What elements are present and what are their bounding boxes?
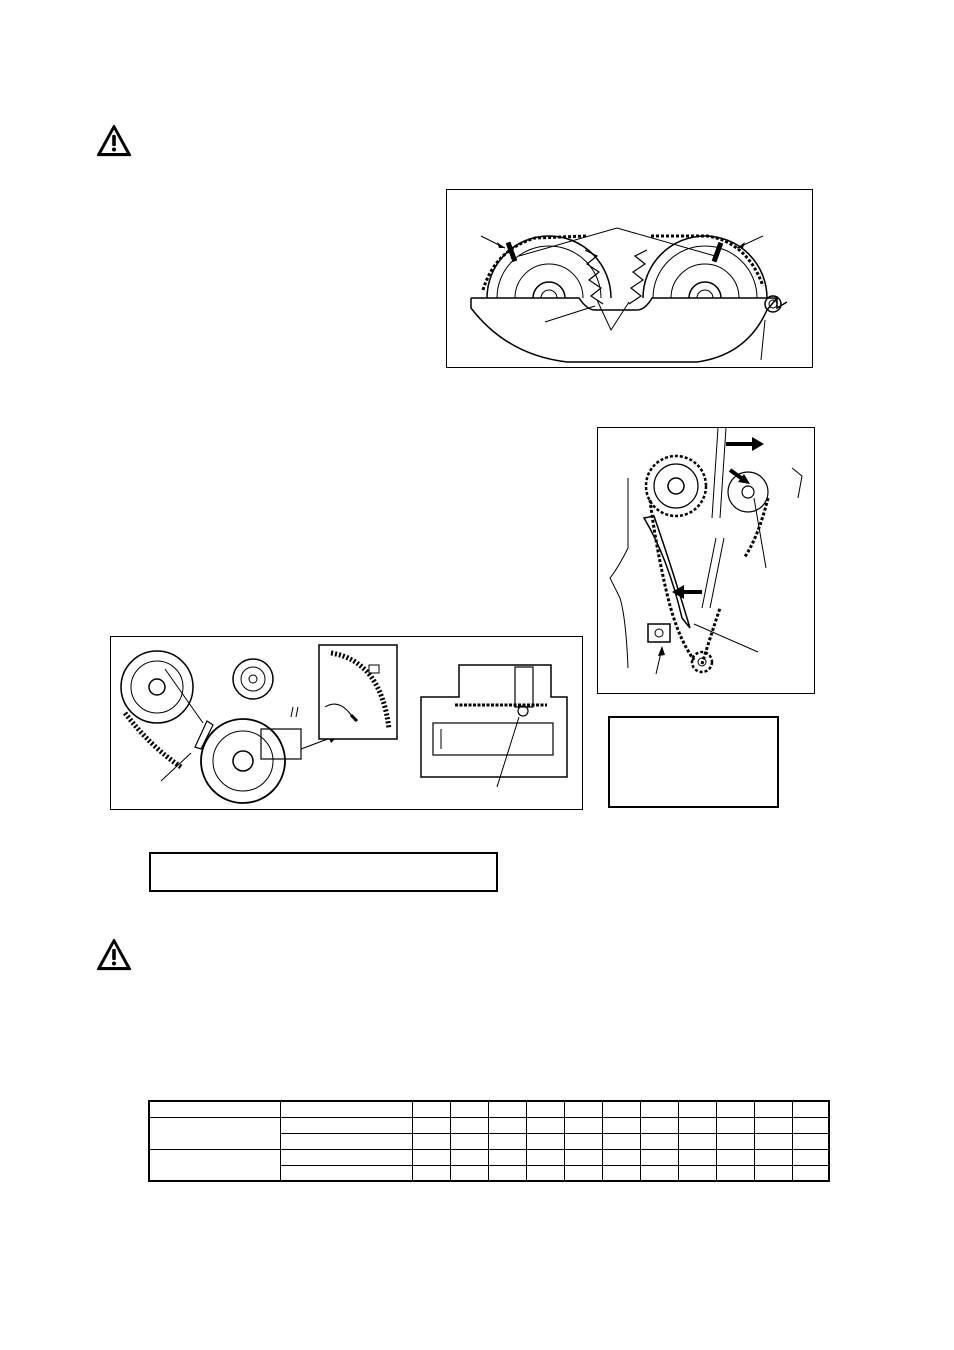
note-box bbox=[608, 716, 779, 808]
table-cell bbox=[564, 1133, 602, 1149]
table-cell bbox=[640, 1101, 678, 1117]
table-cell bbox=[280, 1149, 412, 1165]
table-cell bbox=[412, 1133, 450, 1149]
table-cell bbox=[754, 1101, 792, 1117]
table-cell bbox=[564, 1101, 602, 1117]
warning-triangle-icon bbox=[96, 124, 132, 158]
table-cell bbox=[602, 1117, 640, 1133]
table-row bbox=[149, 1101, 829, 1117]
table-cell bbox=[488, 1117, 526, 1133]
table-cell bbox=[450, 1101, 488, 1117]
table-cell bbox=[678, 1117, 716, 1133]
table-cell bbox=[564, 1149, 602, 1165]
table-row bbox=[149, 1149, 829, 1165]
table-cell bbox=[792, 1101, 829, 1117]
table-cell bbox=[564, 1165, 602, 1181]
crank-pulley-figure bbox=[110, 636, 583, 810]
table-cell bbox=[792, 1149, 829, 1165]
tensioner-cross-section bbox=[421, 665, 567, 787]
table-cell bbox=[526, 1165, 564, 1181]
table-cell bbox=[754, 1133, 792, 1149]
table-cell bbox=[678, 1133, 716, 1149]
table-cell bbox=[526, 1133, 564, 1149]
table-cell bbox=[149, 1149, 280, 1181]
table-cell bbox=[450, 1149, 488, 1165]
cam-sprocket-figure bbox=[446, 189, 813, 368]
table-cell bbox=[526, 1149, 564, 1165]
caption-box bbox=[149, 852, 498, 892]
table-cell bbox=[564, 1117, 602, 1133]
table-cell bbox=[280, 1165, 412, 1181]
table-cell bbox=[149, 1117, 280, 1149]
table-cell bbox=[754, 1149, 792, 1165]
table-cell bbox=[488, 1165, 526, 1181]
table-cell bbox=[526, 1117, 564, 1133]
table-cell bbox=[149, 1101, 280, 1117]
table-cell bbox=[450, 1117, 488, 1133]
table-cell bbox=[602, 1133, 640, 1149]
table-cell bbox=[640, 1133, 678, 1149]
table-row bbox=[149, 1117, 829, 1133]
table-cell bbox=[792, 1165, 829, 1181]
table-cell bbox=[412, 1117, 450, 1133]
table-cell bbox=[792, 1133, 829, 1149]
table-cell bbox=[640, 1149, 678, 1165]
table-cell bbox=[716, 1133, 754, 1149]
table-cell bbox=[640, 1165, 678, 1181]
table-cell bbox=[488, 1101, 526, 1117]
table-cell bbox=[754, 1165, 792, 1181]
table-cell bbox=[488, 1133, 526, 1149]
table-cell bbox=[488, 1149, 526, 1165]
table-cell bbox=[602, 1149, 640, 1165]
table-cell bbox=[450, 1133, 488, 1149]
spec-table bbox=[148, 1100, 830, 1182]
table-cell bbox=[602, 1101, 640, 1117]
table-cell bbox=[640, 1117, 678, 1133]
table-cell bbox=[678, 1165, 716, 1181]
table-cell bbox=[716, 1101, 754, 1117]
timing-chain-figure bbox=[597, 427, 815, 694]
warning-triangle-icon bbox=[96, 938, 132, 972]
table-cell bbox=[716, 1117, 754, 1133]
table-cell bbox=[526, 1101, 564, 1117]
table-cell bbox=[280, 1117, 412, 1133]
right-cam-sprocket bbox=[643, 236, 767, 298]
table-cell bbox=[754, 1117, 792, 1133]
table-cell bbox=[716, 1149, 754, 1165]
table-cell bbox=[716, 1165, 754, 1181]
table-cell bbox=[792, 1117, 829, 1133]
table-cell bbox=[412, 1149, 450, 1165]
table-cell bbox=[412, 1165, 450, 1181]
table-cell bbox=[280, 1133, 412, 1149]
table-cell bbox=[412, 1101, 450, 1117]
table-cell bbox=[678, 1101, 716, 1117]
table-cell bbox=[280, 1101, 412, 1117]
table-cell bbox=[602, 1165, 640, 1181]
table-cell bbox=[450, 1165, 488, 1181]
table-cell bbox=[678, 1149, 716, 1165]
